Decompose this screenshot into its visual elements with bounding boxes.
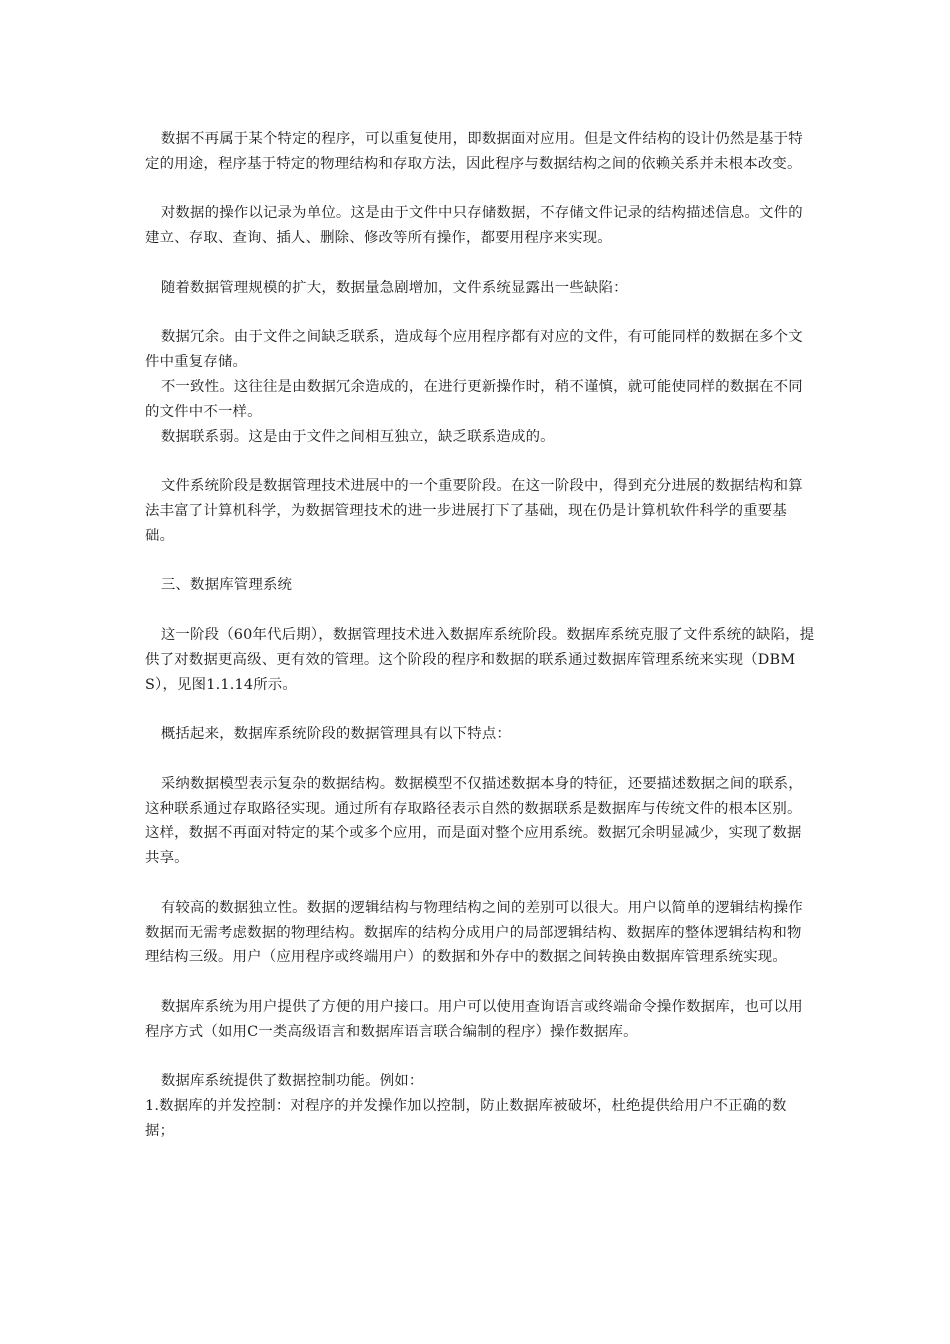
paragraph-gap	[145, 177, 815, 202]
paragraph-gap	[145, 549, 815, 574]
paragraph-gap	[145, 251, 815, 276]
paragraph-gap	[145, 1044, 815, 1069]
paragraph-data-independence-file: 数据不再属于某个特定的程序，可以重复使用，即数据面对应用。但是文件结构的设计仍然是基于特定的用途，程序基于特定的物理结构和存取方法，因此程序与数据结构之间的依赖关系并未根本改变。	[145, 131, 803, 172]
paragraph-data-control: 数据库系统提供了数据控制功能。例如：	[160, 1073, 424, 1090]
paragraph-weak-relationship: 数据联系弱。这是由于文件之间相互独立，缺乏联系造成的。	[160, 428, 555, 445]
document-body	[145, 127, 815, 1144]
paragraph-record-unit: 对数据的操作以记录为单位。这是由于文件中只存储数据，不存储文件记录的结构描述信息。文件的建立、存取、查询、插人、删除、修改等所有操作，都要用程序来实现。	[145, 205, 803, 247]
paragraph-inconsistency: 不一致性。这往往是由数据冗余造成的，在进行更新操作时，稍不谨慎，就可能使同样的数据在不同的文件中不一样。	[145, 378, 803, 420]
section-heading-dbms: 三、数据库管理系统	[160, 577, 293, 594]
paragraph-gap	[145, 301, 815, 326]
paragraph-gap	[145, 697, 815, 722]
paragraph-data-model: 采纳数据模型表示复杂的数据结构。数据模型不仅描述数据本身的特征，还要描述数据之间的联系，这种联系通过存取路径实现。通过所有存取路径表示自然的数据联系是数据库与传统文件的根本区别。这样，数据不再面对特定的某个或多个应用，而是面对整个应用系统。数据冗余明显减少，实现了数据共享。	[145, 775, 803, 867]
paragraph-file-system-stage: 文件系统阶段是数据管理技术进展中的一个重要阶段。在这一阶段中，得到充分进展的数据结构和算法丰富了计算机科学，为数据管理技术的进一步进展打下了基础，现在仍是计算机软件科学的重要基础。	[145, 478, 803, 544]
paragraph-data-redundancy: 数据冗余。由于文件之间缺乏联系，造成每个应用程序都有对应的文件，有可能同样的数据在多个文件中重复存储。	[145, 329, 803, 371]
paragraph-gap	[145, 871, 815, 896]
paragraph-dbms-stage: 这一阶段（60年代后期），数据管理技术进入数据库系统阶段。数据库系统克服了文件系统的缺陷，提供了对数据更高级、更有效的管理。这个阶段的程序和数据的联系通过数据库管理系统来实现（DBMS），见图1.1.14所示。	[145, 626, 815, 693]
paragraph-gap	[145, 747, 815, 772]
paragraph-gap	[145, 598, 815, 623]
list-item-concurrency-control: 1.数据库的并发控制：对程序的并发操作加以控制，防止数据库被破坏，杜绝提供给用户不正确的数据；	[145, 1098, 787, 1139]
paragraph-gap	[145, 970, 815, 995]
paragraph-file-system-defects: 随着数据管理规模的扩大，数据量急剧增加，文件系统显露出一些缺陷：	[160, 279, 628, 296]
paragraph-summary-features: 概括起来，数据库系统阶段的数据管理具有以下特点：	[160, 726, 512, 743]
paragraph-user-interface: 数据库系统为用户提供了方便的用户接口。用户可以使用查询语言或终端命令操作数据库，也可以用程序方式（如用C一类高级语言和数据库语言联合编制的程序）操作数据库。	[145, 998, 803, 1040]
paragraph-gap	[145, 449, 815, 474]
paragraph-data-independence: 有较高的数据独立性。数据的逻辑结构与物理结构之间的差别可以很大。用户以简单的逻辑结构操作数据而无需考虑数据的物理结构。数据库的结构分成用户的局部逻辑结构、数据库的整体逻辑结构和物理结构三级。用户（应用程序或终端用户）的数据和外存中的数据之间转换由数据库管理系统实现。	[145, 899, 803, 966]
